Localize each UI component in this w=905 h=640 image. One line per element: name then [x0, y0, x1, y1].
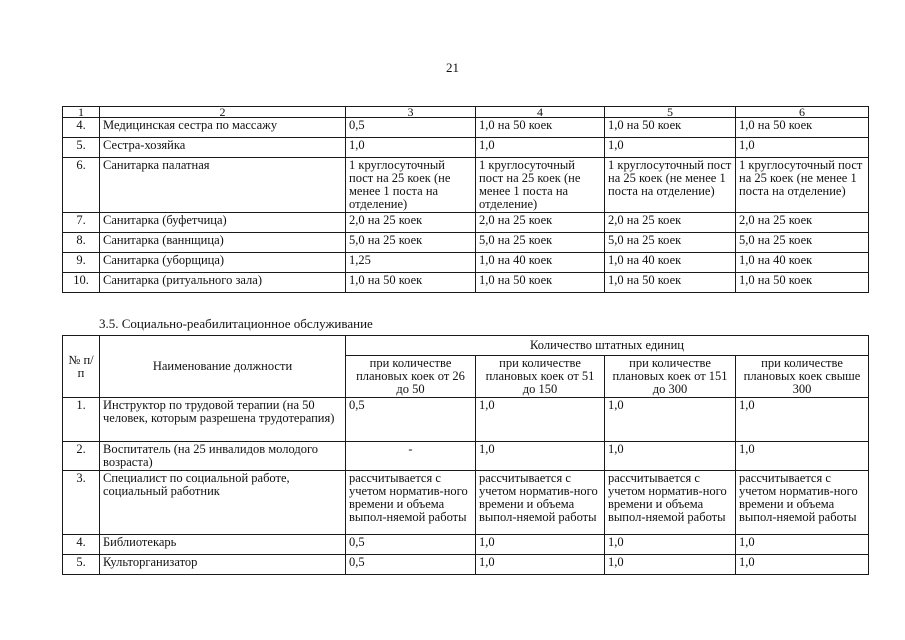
row-number: 6. — [63, 158, 100, 213]
position-name: Культорганизатор — [100, 555, 346, 575]
position-name: Санитарка (уборщица) — [100, 253, 346, 273]
position-name: Медицинская сестра по массажу — [100, 118, 346, 138]
staff-value: 1 круглосуточный пост на 25 коек (не менее 1 поста на отделение) — [476, 158, 605, 213]
row-number: 4. — [63, 535, 100, 555]
staff-value: 5,0 на 25 коек — [605, 233, 736, 253]
column-number: 2 — [100, 107, 346, 118]
staff-value: 1,0 на 50 коек — [736, 118, 869, 138]
staff-value: 0,5 — [346, 535, 476, 555]
staff-value: 1,25 — [346, 253, 476, 273]
table-row — [63, 253, 869, 273]
staff-value: 2,0 на 25 коек — [605, 213, 736, 233]
column-number: 5 — [605, 107, 736, 118]
staff-value: 1,0 — [605, 442, 736, 471]
staff-value: 0,5 — [346, 555, 476, 575]
staff-value: 1,0 на 50 коек — [605, 118, 736, 138]
header-row — [63, 336, 869, 356]
table-row — [63, 273, 869, 293]
staff-value: 1,0 на 50 коек — [346, 273, 476, 293]
position-name: Санитарка (буфетчица) — [100, 213, 346, 233]
table-row — [63, 233, 869, 253]
staff-value: 2,0 на 25 коек — [736, 213, 869, 233]
column-header-beds-range: при количестве плановых коек от 151 до 300 — [605, 356, 736, 398]
position-name: Специалист по социальной работе, социальный работник — [100, 471, 346, 535]
staff-value: 2,0 на 25 коек — [476, 213, 605, 233]
rehabilitation-staffing-table — [62, 335, 869, 575]
staff-value: 1,0 — [476, 442, 605, 471]
staff-value: 0,5 — [346, 398, 476, 442]
staff-value: 1,0 — [476, 398, 605, 442]
staff-value: 2,0 на 25 коек — [346, 213, 476, 233]
staff-value: 1,0 — [736, 555, 869, 575]
row-number: 10. — [63, 273, 100, 293]
row-number: 5. — [63, 555, 100, 575]
row-number: 3. — [63, 471, 100, 535]
table-row — [63, 535, 869, 555]
table-row — [63, 555, 869, 575]
staff-value: 1,0 на 50 коек — [736, 273, 869, 293]
staff-value: рассчитывается с учетом норматив-ного времени и объема выпол-няемой работы — [605, 471, 736, 535]
row-number: 4. — [63, 118, 100, 138]
page-number: 21 — [446, 60, 459, 75]
staff-value: - — [346, 442, 476, 471]
staff-value: 1,0 — [476, 535, 605, 555]
column-number: 6 — [736, 107, 869, 118]
table-row — [63, 442, 869, 471]
table-row — [63, 158, 869, 213]
staff-value: 1,0 на 50 коек — [476, 118, 605, 138]
staff-value: 1,0 на 50 коек — [605, 273, 736, 293]
row-number: 1. — [63, 398, 100, 442]
column-header-beds-range: при количестве плановых коек свыше 300 — [736, 356, 869, 398]
position-name: Библиотекарь — [100, 535, 346, 555]
row-number: 8. — [63, 233, 100, 253]
staffing-table-continued — [62, 106, 869, 293]
staff-value: 1,0 — [605, 398, 736, 442]
staff-value: 0,5 — [346, 118, 476, 138]
table-row — [63, 118, 869, 138]
column-header-beds-range: при количестве плановых коек от 51 до 150 — [476, 356, 605, 398]
staff-value: 5,0 на 25 коек — [346, 233, 476, 253]
staff-value: 1,0 — [605, 535, 736, 555]
staff-value: 1 круглосуточный пост на 25 коек (не менее 1 поста на отделение) — [346, 158, 476, 213]
staff-value: 1,0 — [605, 555, 736, 575]
position-name: Санитарка палатная — [100, 158, 346, 213]
section-heading: 3.5. Социально-реабилитационное обслуживание — [99, 316, 373, 331]
staff-value: рассчитывается с учетом норматив-ного времени и объема выпол-няемой работы — [476, 471, 605, 535]
column-header-position: Наименование должности — [100, 336, 346, 398]
row-number: 7. — [63, 213, 100, 233]
column-header-staff-units: Количество штатных единиц — [346, 336, 869, 356]
staff-value: 1,0 — [476, 555, 605, 575]
row-number: 2. — [63, 442, 100, 471]
staff-value: рассчитывается с учетом норматив-ного времени и объема выпол-няемой работы — [736, 471, 869, 535]
staff-value: 1,0 — [736, 442, 869, 471]
position-name: Воспитатель (на 25 инвалидов молодого возраста) — [100, 442, 346, 471]
column-number: 4 — [476, 107, 605, 118]
table-row — [63, 398, 869, 442]
staff-value: 1 круглосуточный пост на 25 коек (не менее 1 поста на отделение) — [736, 158, 869, 213]
staff-value: 1,0 на 40 коек — [605, 253, 736, 273]
staff-value: рассчитывается с учетом норматив-ного времени и объема выпол-няемой работы — [346, 471, 476, 535]
column-header-beds-range: при количестве плановых коек от 26 до 50 — [346, 356, 476, 398]
position-name: Санитарка (ритуального зала) — [100, 273, 346, 293]
position-name: Сестра-хозяйка — [100, 138, 346, 158]
staff-value: 5,0 на 25 коек — [736, 233, 869, 253]
column-header-number: № п/п — [63, 336, 100, 398]
table-row — [63, 213, 869, 233]
column-number: 1 — [63, 107, 100, 118]
staff-value: 1,0 на 50 коек — [476, 273, 605, 293]
staff-value: 1,0 — [736, 535, 869, 555]
position-name: Санитарка (ваннщица) — [100, 233, 346, 253]
staff-value: 1,0 — [736, 138, 869, 158]
column-number-row — [63, 107, 869, 118]
table-row — [63, 138, 869, 158]
staff-value: 1,0 на 40 коек — [476, 253, 605, 273]
staff-value: 1 круглосуточный пост на 25 коек (не менее 1 поста на отделение) — [605, 158, 736, 213]
column-number: 3 — [346, 107, 476, 118]
staff-value: 1,0 — [605, 138, 736, 158]
staff-value: 1,0 на 40 коек — [736, 253, 869, 273]
table-row — [63, 471, 869, 535]
position-name: Инструктор по трудовой терапии (на 50 человек, которым разрешена трудотерапия) — [100, 398, 346, 442]
row-number: 5. — [63, 138, 100, 158]
staff-value: 1,0 — [736, 398, 869, 442]
row-number: 9. — [63, 253, 100, 273]
staff-value: 5,0 на 25 коек — [476, 233, 605, 253]
staff-value: 1,0 — [346, 138, 476, 158]
staff-value: 1,0 — [476, 138, 605, 158]
